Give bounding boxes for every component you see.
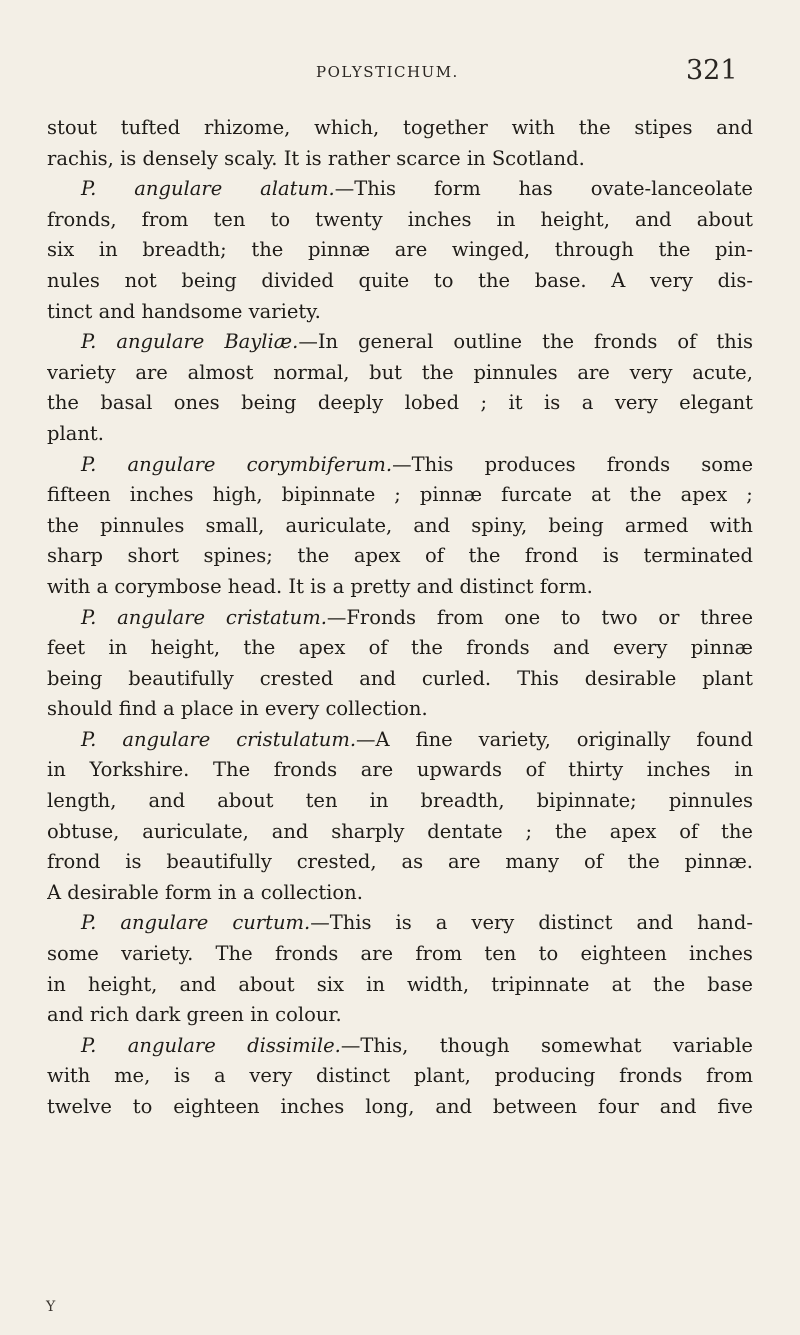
- text-line: [47, 572, 753, 603]
- line-text: P. angulare Bayliæ.—In general outline the fronds of this: [81, 330, 753, 354]
- text-line: [47, 817, 753, 848]
- page-number: 321: [686, 55, 738, 86]
- text-line: [47, 755, 753, 786]
- signature-mark: Y: [46, 1299, 56, 1315]
- text-line: [47, 725, 753, 756]
- text-line: [47, 511, 753, 542]
- line-text: sharp short spines; the apex of the frond is terminated: [47, 544, 753, 568]
- line-text: rachis, is densely scaly. It is rather scarce in Scotland.: [47, 146, 585, 170]
- line-text: length, and about ten in breadth, bipinnate; pinnules: [47, 789, 753, 813]
- line-text: six in breadth; the pinnæ are winged, through the pin-: [47, 238, 753, 262]
- text-line: [47, 205, 753, 236]
- text-line: [47, 480, 753, 511]
- line-text: fronds, from ten to twenty inches in height, and about: [47, 207, 753, 231]
- line-text: variety are almost normal, but the pinnules are very acute,: [47, 360, 753, 384]
- line-text: fifteen inches high, bipinnate ; pinnæ furcate at the apex ;: [47, 483, 753, 507]
- line-text: stout tufted rhizome, which, together with the stipes and: [47, 116, 753, 139]
- text-line: [47, 297, 753, 328]
- line-text: frond is beautifully crested, as are many of the pinnæ.: [47, 850, 753, 874]
- text-line: [47, 1061, 753, 1092]
- line-text: nules not being divided quite to the base. A very dis-: [47, 268, 753, 292]
- line-text: in height, and about six in width, tripinnate at the base: [47, 972, 753, 996]
- text-line: [47, 786, 753, 817]
- text-line: [47, 1031, 753, 1062]
- line-text: being beautifully crested and curled. This desirable plant: [47, 666, 753, 690]
- line-text: some variety. The fronds are from ten to eighteen inches: [47, 942, 753, 966]
- text-line: [47, 970, 753, 1001]
- text-line: [47, 419, 753, 450]
- line-text: and rich dark green in colour.: [47, 1003, 342, 1027]
- line-text: P. angulare cristatum.—Fronds from one to two or three: [81, 605, 753, 629]
- text-line: [47, 664, 753, 695]
- text-line: [47, 633, 753, 664]
- line-text: twelve to eighteen inches long, and between four and five: [47, 1095, 753, 1118]
- text-line: [47, 450, 753, 481]
- line-text: should find a place in every collection.: [47, 697, 428, 721]
- text-line: [47, 541, 753, 572]
- line-text: tinct and handsome variety.: [47, 299, 321, 323]
- line-text: feet in height, the apex of the fronds and every pinnæ: [47, 636, 753, 660]
- text-line: [47, 266, 753, 297]
- line-text: the pinnules small, auriculate, and spiny, being armed with: [47, 513, 753, 537]
- line-text: obtuse, auriculate, and sharply dentate ; the apex of the: [47, 819, 753, 843]
- line-text: with a corymbose head. It is a pretty and distinct form.: [47, 574, 593, 598]
- text-line: [47, 603, 753, 634]
- line-text: in Yorkshire. The fronds are upwards of thirty inches in: [47, 758, 753, 782]
- text-line: [47, 694, 753, 725]
- running-head: POLYSTICHUM.: [316, 63, 459, 81]
- text-line: [47, 358, 753, 389]
- line-text: P. angulare cristulatum.—A fine variety, originally found: [81, 727, 753, 751]
- line-text: P. angulare dissimile.—This, though somewhat variable: [81, 1033, 753, 1057]
- line-text: plant.: [47, 421, 104, 445]
- line-text: P. angulare curtum.—This is a very distinct and hand-: [81, 911, 753, 935]
- text-line: [47, 878, 753, 909]
- text-line: [47, 939, 753, 970]
- text-line: [47, 908, 753, 939]
- line-text: P. angulare corymbiferum.—This produces fronds some: [81, 452, 753, 476]
- text-line: [47, 235, 753, 266]
- text-line: [47, 1000, 753, 1031]
- text-line: [47, 388, 753, 419]
- text-line: [47, 1092, 753, 1123]
- body-text: [47, 113, 753, 1123]
- text-line: [47, 327, 753, 358]
- text-line: [47, 174, 753, 205]
- line-text: P. angulare alatum.—This form has ovate-lanceolate: [81, 177, 753, 201]
- line-text: A desirable form in a collection.: [47, 880, 363, 904]
- text-line: [47, 144, 753, 175]
- line-text: with me, is a very distinct plant, producing fronds from: [47, 1064, 753, 1088]
- line-text: the basal ones being deeply lobed ; it is a very elegant: [47, 391, 753, 415]
- text-line: [47, 113, 753, 144]
- text-line: [47, 847, 753, 878]
